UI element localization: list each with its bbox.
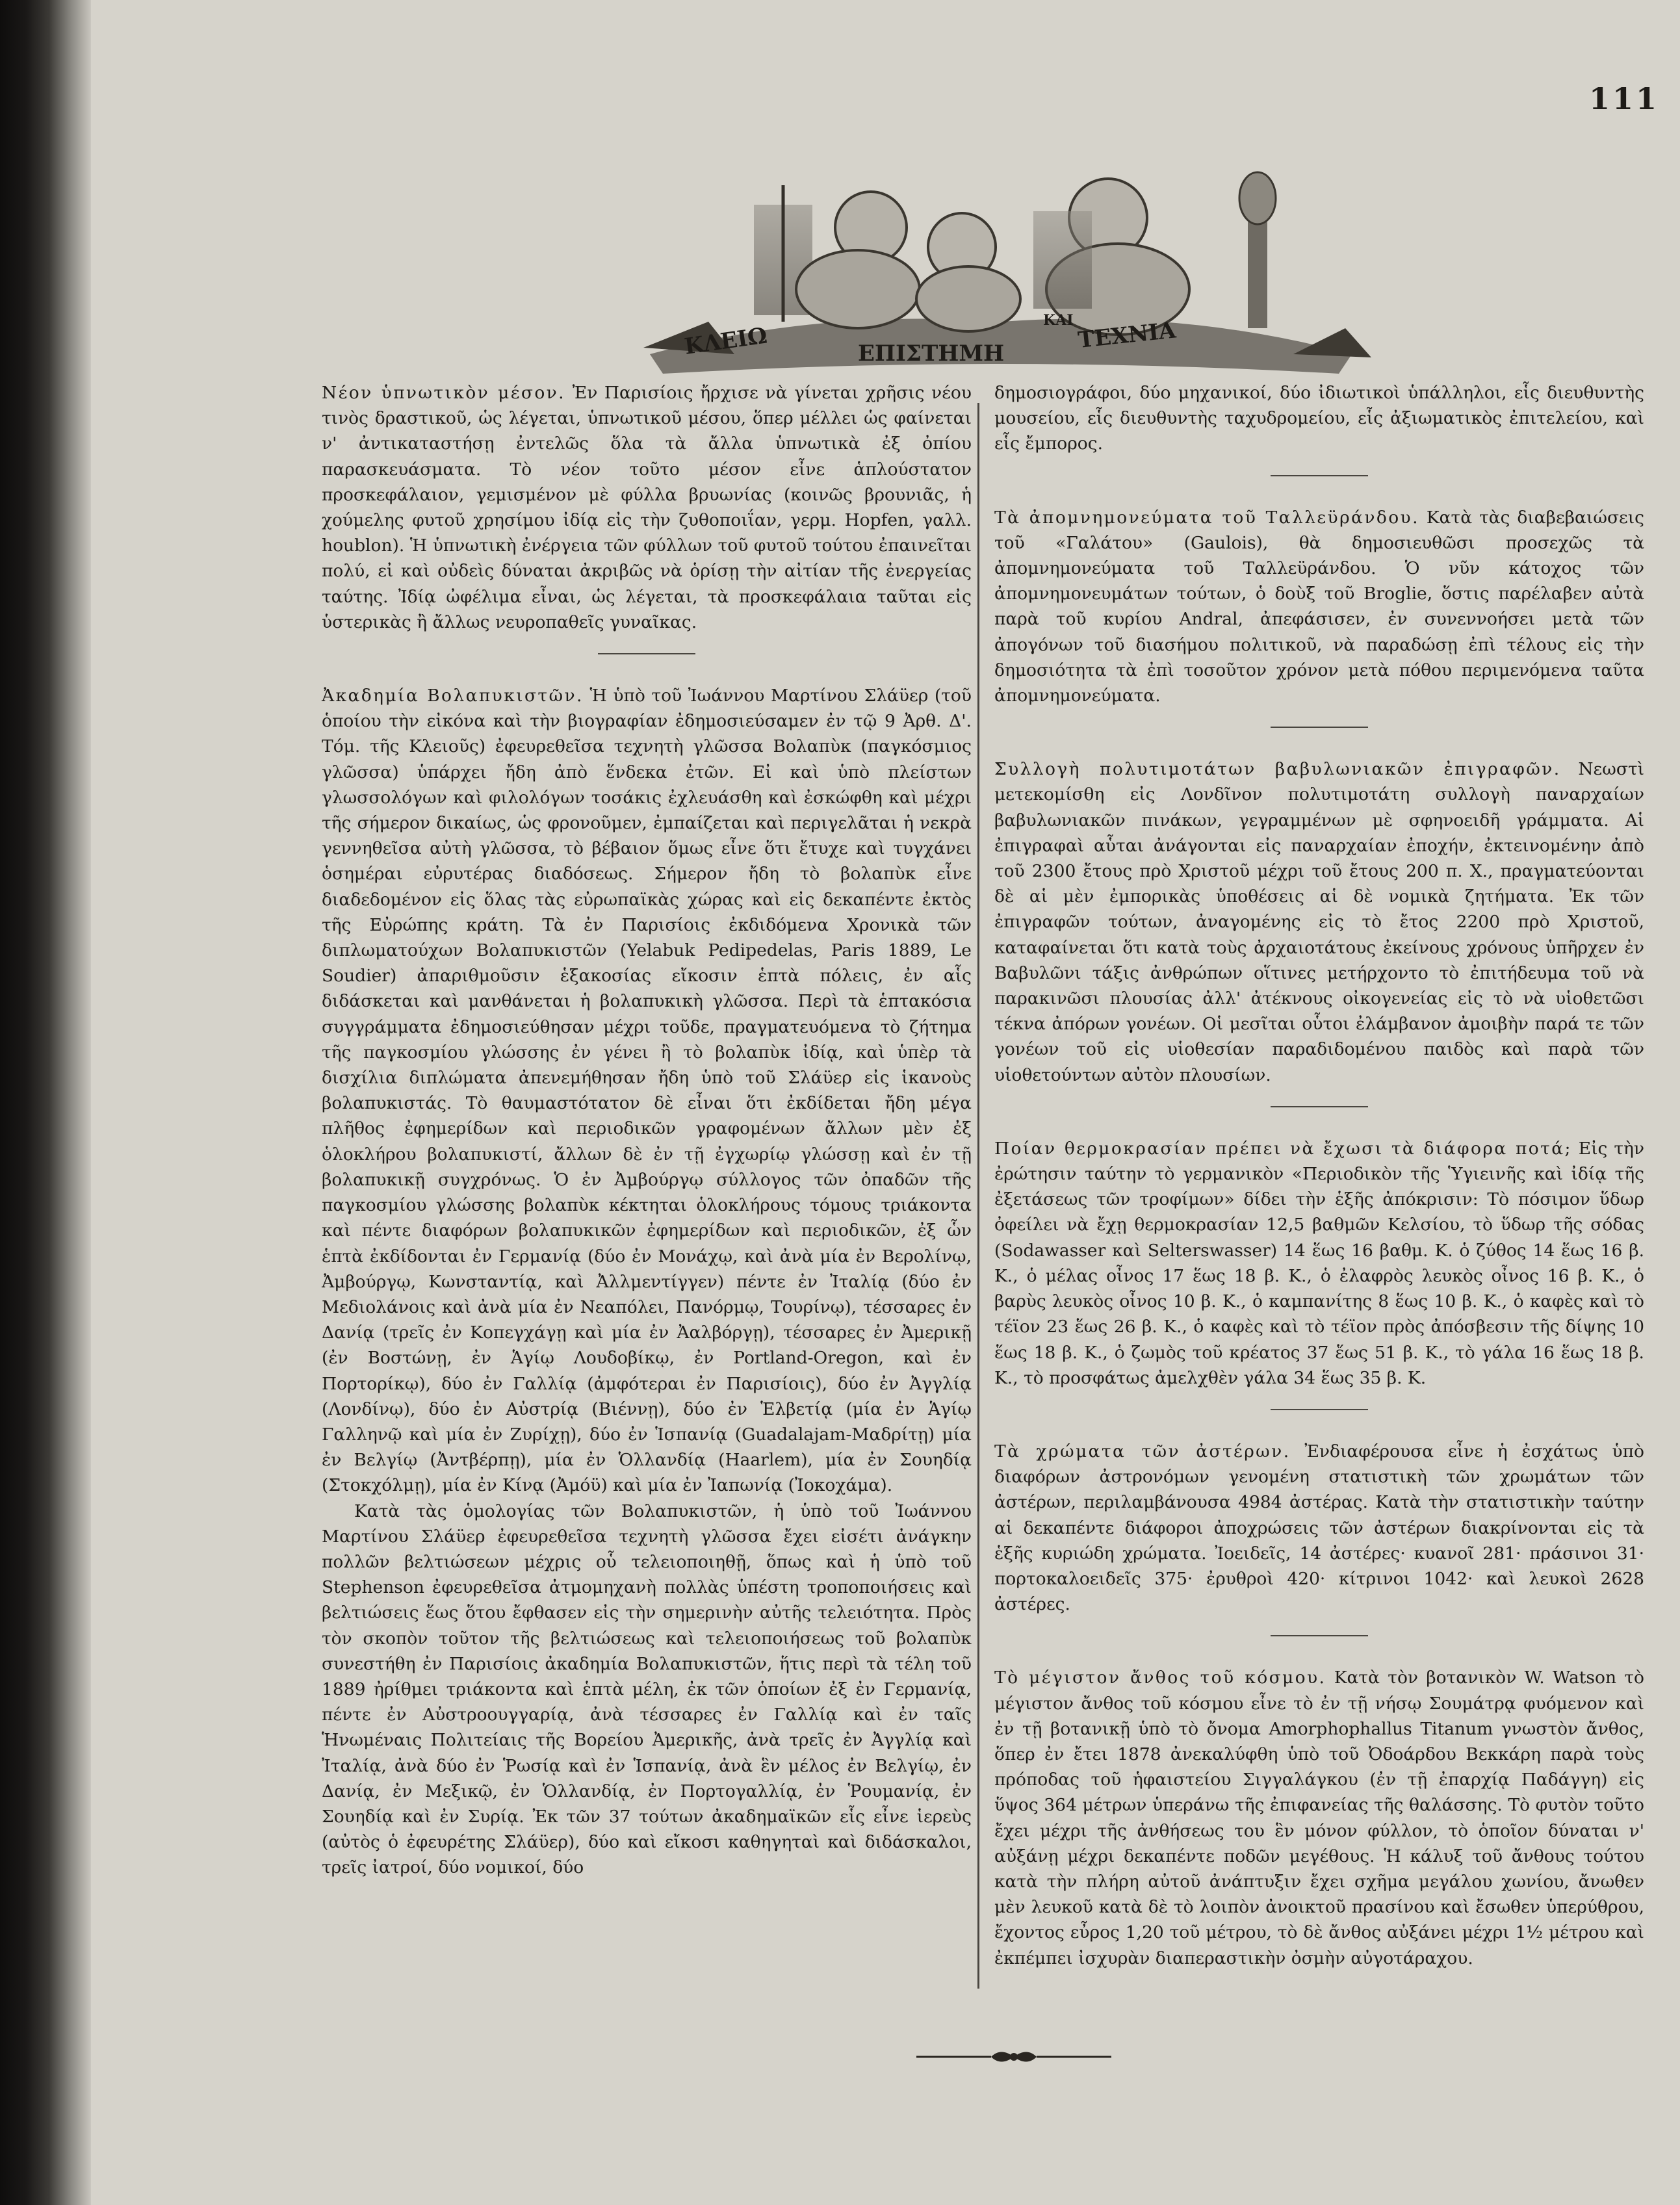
section-divider <box>1271 727 1368 728</box>
vignette-label-episteme: ΕΠΙΣΤΗΜΗ <box>858 341 1005 367</box>
section-divider <box>1271 1409 1368 1410</box>
vignette-label-kleio: ΚΛΕΙΩ <box>682 322 769 360</box>
article-hypnotic-remedy <box>322 380 972 635</box>
column-divider <box>977 403 979 1989</box>
article-heading: Ἀκαδημία Βολαπυκιστῶν. <box>322 686 584 706</box>
article-body: Ἐν Παρισίοις ἤρχισε νὰ γίνεται χρῆσις νέου τινὸς δραστικοῦ, ὡς λέγεται, ὑπνωτικοῦ μέσου, ὅπερ μέλλει ὡς φαίνεται ν' ἀντικαταστήσῃ ἐντελῶς ὅλα τὰ ἄλλα ὑπνωτικὰ ἐξ ὀπίου παρασκευάσματα. Τὸ νέον τοῦτο μέσον εἶνε ἁπλούστατον προσκεφάλαιον, γεμισμένον μὲ φύλλα βρυωνίας (κοινῶς βρουνιᾶς, ἡ χούμελης φυτοῦ χρησίμου ἰδίᾳ εἰς τὴν ζυθοποιΐαν, γερμ. Hopfen, γαλλ. houblon). Ἡ ὑπνωτικὴ ἐνέργεια τῶν φύλλων τοῦ φυτοῦ τούτου ἐπαινεῖται πολύ, εἰ καὶ οὐδεὶς δύναται ἀκριβῶς νὰ ὁρίσῃ τὴν αἰτίαν τῆς ἐνεργείας ταύτης. Ἰδίᾳ ὠφέλιμα εἶναι, ὡς λέγεται, τὰ προσκεφάλαια ταῦται εἰς ὑστερικὰς ἢ ἄλλως νευροπαθεῖς γυναῖκας. <box>322 383 972 632</box>
vignette-label-technia: ΤΕΧΝΙΑ <box>1076 317 1178 354</box>
article-heading: Ποίαν θερμοκρασίαν πρέπει νὰ ἔχωσι τὰ διάφορα ποτά; <box>994 1138 1572 1159</box>
vignette-label-kai: ΚΑΙ <box>1043 312 1074 329</box>
article-drink-temperatures <box>994 1136 1644 1391</box>
end-ornament <box>916 2044 1111 2070</box>
article-body: Κατὰ τὰς ὁμολογίας τῶν Βολαπυκιστῶν, ἡ ὑπὸ τοῦ Ἰωάννου Μαρτίνου Σλάϋερ ἐφευρεθεῖσα τεχνητὴ γλῶσσα ἔχει εἰσέτι ἀνάγκην πολλῶν βελτιώσεων μέχρις οὗ τελειοποιηθῇ, ὅπως καὶ ἡ ὑπὸ τοῦ Stephenson ἐφευρεθεῖσα ἀτμομηχανὴ πολλὰς ὑπέστη τροποποιήσεις καὶ βελτιώσεις ἕως ὅτου ἔφθασεν εἰς τὴν σημερινὴν αὐτῆς τελειότητα. Πρὸς τὸν σκοπὸν τοῦτον τῆς βελτιώσεως καὶ τελειοποιήσεως τοῦ βολαπὺκ συνεστήθη ἐν Παρισίοις ἀκαδημία Βολαπυκιστῶν, ἥτις περὶ τὰ τέλη τοῦ 1889 ἠρίθμει τριάκοντα καὶ ἑπτὰ μέλη, ἐκ τῶν ὁποίων ἐξ ἐν Γερμανίᾳ, πέντε ἐν Αὐστροουγγαρίᾳ, ἀνὰ τέσσαρες ἐν Γαλλίᾳ καὶ ἐν ταῖς Ἡνωμέναις Πολιτείαις τῆς Βορείου Ἀμερικῆς, ἀνὰ τρεῖς ἐν Ἀγγλίᾳ καὶ Ἰταλίᾳ, ἀνὰ δύο ἐν Ῥωσίᾳ καὶ ἐν Ἱσπανίᾳ, ἀνὰ ἓν μέλος ἐν Βελγίῳ, ἐν Δανίᾳ, ἐν Μεξικῷ, ἐν Ὁλλανδίᾳ, ἐν Πορτογαλλίᾳ, ἐν Ῥουμανίᾳ, ἐν Σουηδίᾳ καὶ ἐν Συρίᾳ. Ἐκ τῶν 37 τούτων ἀκαδημαϊκῶν εἷς εἶνε ἱερεὺς (αὐτὸς ὁ ἐφευρέτης Σλάϋερ), δύο καὶ εἴκοσι καθηγηταὶ καὶ διδάσκαλοι, τρεῖς ἰατροί, δύο νομικοί, δύο <box>322 1501 972 1878</box>
decorative-vignette <box>624 159 1378 383</box>
book-spine-shadow <box>0 0 91 2205</box>
article-heading: Νέον ὑπνωτικὸν μέσον. <box>322 383 566 403</box>
article-heading: Τὰ χρώματα τῶν ἀστέρων. <box>994 1441 1291 1462</box>
article-body: Νεωστὶ μετεκομίσθη εἰς Λονδῖνον πολυτιμοτάτη συλλογὴ παναρχαίων βαβυλωνιακῶν πινάκων, γεγραμμένων μὲ σφηνοειδῆ γράμματα. Αἱ ἐπιγραφαὶ αὗται ἀνάγονται εἰς παναρχαίαν ἐποχήν, ἐκτεινομένην ἀπὸ τοῦ 2300 ἔτους πρὸ Χριστοῦ μέχρι τοῦ ἔτους 200 π. Χ., πραγματεύονται δὲ αἱ μὲν ἐμπορικὰς ὑποθέσεις αἱ δὲ νομικὰ ζητήματα. Ἐκ τῶν ἐπιγραφῶν τούτων, ἀναγομένης εἰς τὸ ἔτος 2200 πρὸ Χριστοῦ, καταφαίνεται ὅτι κατὰ τοὺς ἀρχαιοτάτους ἐκείνους χρόνους ὑπῆρχεν ἐν Βαβυλῶνι τάξις ἀνθρώπων οἵτινες μετήρχοντο τὸ ἐπιτήδευμα τοῦ νὰ παρακινῶσι πλουσίας ἀλλ' ἀτέκνους οἰκογενείας εἰς τὸ νὰ υἱοθετῶσι τέκνα ἀπόρων γονέων. Οἱ μεσῖται οὗτοι ἐλάμβανον ἀμοιβὴν παρά τε τῶν γονέων τοῦ εἰς υἱοθεσίαν παραδιδομένου παιδὸς καὶ παρὰ τῶν υἱοθετούντων αὐτὸν πλουσίων. <box>994 759 1644 1085</box>
article-body: δημοσιογράφοι, δύο μηχανικοί, δύο ἰδιωτικοὶ ὑπάλληλοι, εἷς διευθυντὴς μουσείου, εἷς διευθυντὴς ταχυδρομείου, εἷς ἀξιωματικὸς ἐπιτελείου, καὶ εἷς ἔμπορος. <box>994 383 1644 454</box>
article-heading: Τὰ ἀπομνημονεύματα τοῦ Ταλλεϋράνδου. <box>994 507 1419 528</box>
article-body: Κατὰ τὸν βοτανικὸν W. Watson τὸ μέγιστον ἄνθος τοῦ κόσμου εἶνε τὸ ἐν τῇ νήσῳ Σουμάτρᾳ φυόμενον καὶ ἐν τῇ βοτανικῇ ὑπὸ τὸ ὄνομα Amorphophallus Titanum γνωστὸν ἄνθος, ὅπερ ἐν ἔτει 1878 ἀνεκαλύφθη ὑπὸ τοῦ Ὀδοάρδου Βεκκάρη παρὰ τοὺς πρόποδας τοῦ ἡφαιστείου Σιγγαλάγκου (ἐν τῇ ἐπαρχίᾳ Παδάγγη) εἰς ὕψος 364 μέτρων ὑπεράνω τῆς ἐπιφανείας τῆς θαλάσσης. Τὸ φυτὸν τοῦτο ἔχει μέχρι τῆς ἀνθήσεως του ἓν μόνον φύλλον, τὸ ὁποῖον δύναται ν' αὐξάνῃ μέχρι δεκαπέντε ποδῶν μεγέθους. Ἡ κάλυξ τοῦ ἄνθους τούτου κατὰ τὴν πλήρη αὐτοῦ ἀνάπτυξιν ἔχει σχῆμα μεγάλου χωνίου, ἄνωθεν μὲν λευκοῦ κατὰ δὲ τὸ λοιπὸν ἀνοικτοῦ πρασίνου καὶ ἔσωθεν ὑπερύθρου, ἔχοντος εὖρος 1,20 τοῦ μέτρου, τὸ δὲ ἄνθος αὐξάνει μέχρι 1½ μέτρου καὶ ἐκπέμπει ἰσχυρὰν διαπεραστικὴν ὀσμὴν αὐγοτάραχου. <box>994 1668 1644 1968</box>
article-volapuk-academy <box>322 683 972 1499</box>
section-divider <box>598 653 695 654</box>
article-heading: Τὸ μέγιστον ἄνθος τοῦ κόσμου. <box>994 1668 1326 1688</box>
article-body: Ἡ ὑπὸ τοῦ Ἰωάννου Μαρτίνου Σλάϋερ (τοῦ ὁποίου τὴν εἰκόνα καὶ τὴν βιογραφίαν ἐδημοσιεύσαμεν ἐν τῷ 9 Ἀρθ. Δ'. Τόμ. τῆς Κλειοῦς) ἐφευρεθεῖσα τεχνητὴ γλῶσσα Βολαπὺκ (παγκόσμιος γλῶσσα) ὑπάρχει ἤδη ἀπὸ ἕνδεκα ἐτῶν. Εἰ καὶ ὑπὸ πλείστων γλωσσολόγων καὶ φιλολόγων τοσάκις ἐχλευάσθη καὶ ἐσκώφθη καὶ μέχρι τῆς σήμερον δικαίως, ὡς φρονοῦμεν, ἐμπαίζεται καὶ περιγελᾶται ἡ νεκρὰ γεννηθεῖσα αὐτὴ γλῶσσα, τὸ βέβαιον ὅμως εἶνε ὅτι ἔτυχε καὶ τυγχάνει ὁσημέραι εὐρυτέρας διαδόσεως. Σήμερον ἤδη τὸ βολαπὺκ εἶνε διαδεδομένον εἰς ὅλας τὰς εὐρωπαϊκὰς χώρας καὶ εἰς δεκαπέντε ἐκτὸς τῆς Εὐρώπης κράτη. Τὰ ἐν Παρισίοις ἐκδιδόμενα Χρονικὰ τῶν διπλωματούχων Βολαπυκιστῶν (Yelabuk Pedipedelas, Paris 1889, Le Soudier) ἀπαριθμοῦσιν ἑξακοσίας εἴκοσιν ἑπτὰ πόλεις, ἐν αἷς διδάσκεται καὶ μανθάνεται ἡ βολαπυκικὴ γλῶσσα. Περὶ τὰ ἑπτακόσια συγγράμματα ἐδημοσιεύθησαν μέχρι τοῦδε, πραγματευόμενα τὸ ζήτημα τῆς παγκοσμίου γλώσσης ἐν γένει ἢ τὸ βολαπὺκ ἰδίᾳ, καὶ ὑπὲρ τὰ δισχίλια διπλώματα ἀπενεμήθησαν ἤδη ὑπὸ τοῦ Σλάϋερ εἰς ἱκανοὺς βολαπυκιστάς. Τὸ θαυμαστότατον δὲ εἶναι ὅτι ἐκδίδεται ἤδη μέγα πλῆθος ἐφημερίδων καὶ περιοδικῶν γραφομένων ἄλλων μὲν ἐξ ὁλοκλήρου βολαπυκιστί, ἄλλων δὲ ἐν τῇ ἐγχωρίῳ γλώσσῃ καὶ ἐν τῇ βολαπυκικῇ συγχρόνως. Ὁ ἐν Ἀμβούργῳ σύλλογος τῶν ὀπαδῶν τῆς παγκοσμίου γλώσσης βολαπὺκ κέκτηται ὁλοκλήρους τόμους τριάκοντα καὶ πέντε διαφόρων βολαπυκικῶν ἐφημερίδων καὶ περιοδικῶν, ἐξ ὧν ἑπτὰ ἐκδίδονται ἐν Γερμανίᾳ (δύο ἐν Μονάχῳ, καὶ ἀνὰ μία ἐν Βερολίνῳ, Ἀμβούργῳ, Κωνσταντίᾳ, καὶ Ἀλλμεντίγγεν) πέντε ἐν Ἰταλίᾳ (δύο ἐν Μεδιολάνοις καὶ ἀνὰ μία ἐν Νεαπόλει, Πανόρμῳ, Τουρίνῳ), τέσσαρες ἐν Δανίᾳ (τρεῖς ἐν Κοπεγχάγῃ καὶ μία ἐν Ἀαλβόργῃ), τέσσαρες ἐν Ἀμερικῇ (ἐν Βοστώνῃ, ἐν Ἁγίῳ Λουδοβίκῳ, ἐν Portland-Oregon, καὶ ἐν Πορτορίκῳ), δύο ἐν Γαλλίᾳ (ἀμφότεραι ἐν Παρισίοις), δύο ἐν Ἀγγλίᾳ (Λονδίνῳ), δύο ἐν Αὐστρίᾳ (Βιέννῃ), δύο ἐν Ἑλβετίᾳ (μία ἐν Ἁγίῳ Γαλληνῷ καὶ μία ἐν Ζυρίχῃ), δύο ἐν Ἱσπανίᾳ (Guadalajam-Μαδρίτῃ) μία ἐν Βελγίῳ (Ἀντβέρπῃ), μία ἐν Ὁλλανδίᾳ (Haarlem), μία ἐν Σουηδίᾳ (Στοκχόλμῃ), μία ἐν Κίνᾳ (Ἀμόϋ) καὶ μία ἐν Ἰαπωνίᾳ (Ἰοκοχάμα). <box>322 686 972 1496</box>
article-body: Εἰς τὴν ἐρώτησιν ταύτην τὸ γερμανικὸν «Περιοδικὸν τῆς Ὑγιεινῆς καὶ ἰδίᾳ τῆς ἐξετάσεως τῶν τροφίμων» δίδει τὴν ἑξῆς ἀπόκρισιν: Τὸ πόσιμον ὕδωρ ὀφείλει νὰ ἔχῃ θερμοκρασίαν 12,5 βαθμῶν Κελσίου, τὸ ὕδωρ τῆς σόδας (Sodawasser καὶ Selterswasser) 14 ἕως 16 βαθμ. Κ. ὁ ζύθος 14 ἕως 16 β. Κ., ὁ μέλας οἶνος 17 ἕως 18 β. Κ., ὁ ἐλαφρὸς λευκὸς οἶνος 16 β. Κ., ὁ βαρὺς λευκὸς οἶνος 10 β. Κ., ὁ καμπανίτης 8 ἕως 10 β. Κ., ὁ καφὲς καὶ τὸ τέϊον 23 ἕως 26 β. Κ., ὁ καφὲς καὶ τὸ τέϊον πρὸς ἀπόσβεσιν τῆς δίψης 10 ἕως 18 β. Κ., ὁ ζωμὸς τοῦ κρέατος 37 ἕως 51 β. Κ., τὸ γάλα 16 ἕως 18 β. Κ., τὸ προσφάτως ἀμελχθὲν γάλα 34 ἕως 35 β. Κ. <box>994 1138 1644 1388</box>
article-star-colours <box>994 1439 1644 1617</box>
book-page <box>91 0 1680 2205</box>
section-divider <box>1271 475 1368 476</box>
article-body: Ἐνδιαφέρουσα εἶνε ἡ ἐσχάτως ὑπὸ διαφόρων ἀστρονόμων γενομένη στατιστικὴ τῶν χρωμάτων τῶν ἀστέρων, περιλαμβάνουσα 4984 ἀστέρας. Κατὰ τὴν στατιστικὴν ταύτην αἱ δεκαπέντε διάφοροι ἀποχρώσεις τῶν ἀστέρων διακρίνονται εἰς τὰ ἑξῆς κυριώδη χρώματα. Ἰοειδεῖς, 14 ἀστέρες· κυανοῖ 281· πράσινοι 31· πορτοκαλοειδεῖς 375· ἐρυθροὶ 420· κίτρινοι 1042· καὶ λευκοὶ 2628 ἀστέρες. <box>994 1441 1644 1615</box>
page-number: 111 <box>1589 81 1660 116</box>
section-divider <box>1271 1635 1368 1636</box>
article-babylonian-inscriptions <box>994 756 1644 1088</box>
article-heading: Συλλογὴ πολυτιμοτάτων βαβυλωνιακῶν ἐπιγραφῶν. <box>994 759 1561 780</box>
section-divider <box>1271 1106 1368 1107</box>
article-volapuk-academy-cont <box>322 1499 972 1881</box>
left-column <box>322 380 972 1881</box>
article-body: Κατὰ τὰς διαβεβαιώσεις τοῦ «Γαλάτου» (Gaulois), θὰ δημοσιευθῶσι προσεχῶς τὰ ἀπομνημονεύματα τοῦ Ταλλεϋράνδου. Ὁ νῦν κάτοχος τῶν ἀπομνημονευμάτων τούτων, ὁ δοὺξ τοῦ Broglie, ὅστις παρέλαβεν αὐτὰ παρὰ τοῦ κυρίου Andral, ἀπεφάσισεν, ἐν συνεννοήσει μετὰ τῶν ἀπογόνων τοῦ διασήμου πολιτικοῦ, νὰ παραδώσῃ ἐπὶ τέλους εἰς τὴν δημοσιότητα τὰ ἐπὶ τοσοῦτον χρόνον μετὰ πόθου περιμενόμενα ταῦτα ἀπομνημονεύματα. <box>994 507 1644 706</box>
article-talleyrand-memoirs <box>994 505 1644 709</box>
article-continuation <box>994 380 1644 457</box>
article-largest-flower <box>994 1665 1644 1970</box>
right-column <box>994 380 1644 1971</box>
